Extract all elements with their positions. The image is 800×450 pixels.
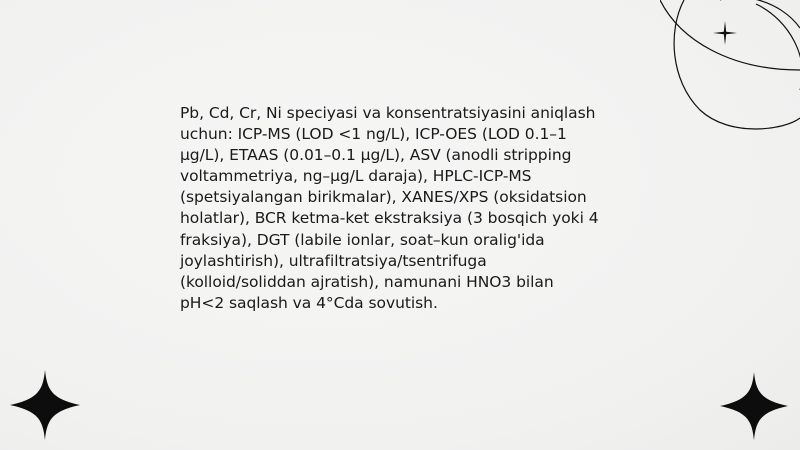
body-line: voltammetriya, ng–µg/L daraja), HPLC-ICP-MS [180, 167, 532, 186]
sparkle-small-icon [712, 20, 738, 46]
body-line: µg/L), ETAAS (0.01–0.1 µg/L), ASV (anodli stripping [180, 146, 572, 165]
body-line: (kolloid/soliddan ajratish), namunani HNO3 bilan [180, 272, 554, 291]
body-line: uchun: ICP-MS (LOD <1 ng/L), ICP-OES (LOD 0.1–1 [180, 125, 567, 144]
body-line: pH<2 saqlash va 4°Cda sovutish. [180, 293, 438, 312]
four-point-star-icon [10, 370, 80, 440]
body-line: holatlar), BCR ketma-ket ekstraksiya (3 bosqich yoki 4 [180, 209, 599, 228]
body-line: joylashtirish), ultrafiltratsiya/tsentrifuga [180, 251, 487, 270]
four-point-star-icon [720, 372, 788, 440]
body-text [180, 103, 620, 314]
body-line: fraksiya), DGT (labile ionlar, soat–kun oralig'ida [180, 230, 545, 249]
body-line: Pb, Cd, Cr, Ni speciyasi va konsentratsiyasini aniqlash [180, 104, 596, 122]
body-line: (spetsiyalangan birikmalar), XANES/XPS (oksidatsion [180, 188, 587, 207]
